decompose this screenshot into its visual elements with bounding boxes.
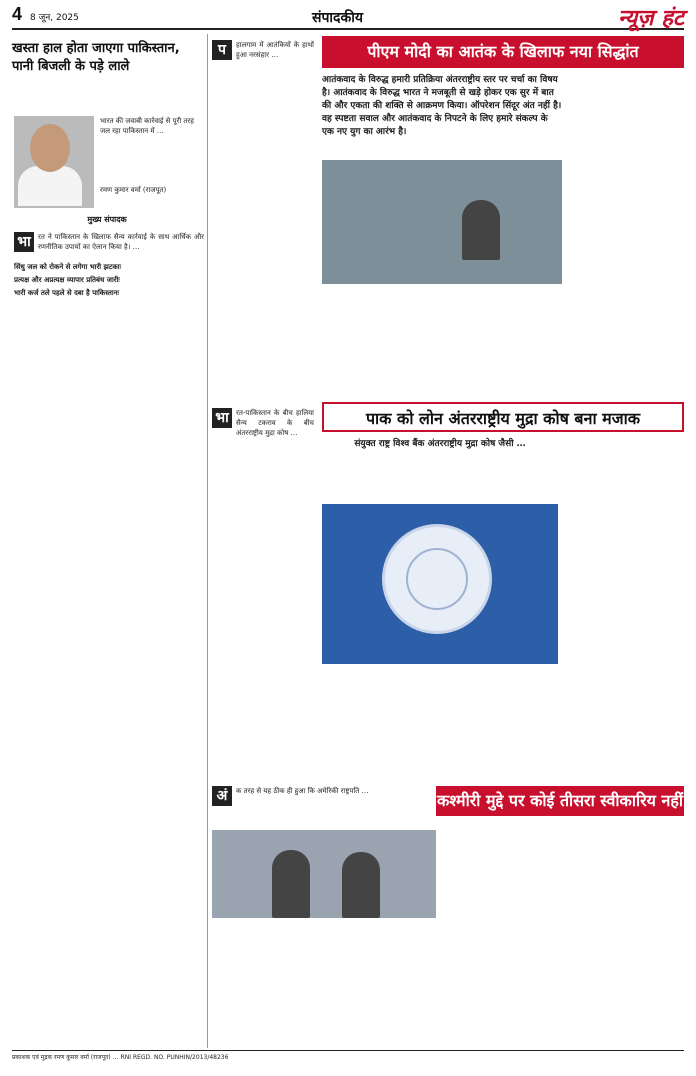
article1-photo (322, 160, 562, 284)
imprint-footer (12, 1050, 684, 1062)
section-title: संपादकीय (312, 10, 363, 26)
registration-number: RNI REGD. NO. PUNHIN/2013/48236 (120, 1054, 229, 1061)
imprint-text: प्रकाशक एवं मुद्रक रमण कुमार वर्मा (राजपूत) … (12, 1054, 119, 1061)
left-para: सिंधु जल को रोकने से लगेगा भारी झटकाः (14, 263, 121, 271)
author-photo (14, 116, 94, 208)
article1-dropcap: प (212, 40, 232, 60)
author-quote: भारत की जवाबी कार्रवाई से पूरी तरह जल रहा पाकिस्तान में … (100, 117, 194, 135)
article1-right-body (568, 74, 684, 400)
masthead (12, 4, 684, 30)
article3-photo (212, 830, 436, 918)
article3-side-body: क तरह से यह ठीक ही हुआ कि अमेरिकी राष्ट्रपति … (236, 787, 369, 795)
author-byline: रमण कुमार वर्मा (राजपूत) (100, 186, 167, 194)
imf-photo (322, 504, 558, 664)
left-body (14, 262, 204, 1042)
article1-standfirst: आतंकवाद के विरुद्ध हमारी प्रतिक्रिया अंतरराष्ट्रीय स्तर पर चर्चा का विषय है। आतंकवाद के विरुद्ध भारत ने मजबूती से खड़े होकर एक सुर में बात की और एकता की शक्ति से आक्रमण किया। ऑपरेशन सिंदूर अंत नहीं है। वह स्पष्टता सवाल और आतंकवाद के निपटने के लिए हमारे संकल्प के एक नए युग का आरंभ है। (322, 75, 562, 137)
article2-right-body (564, 438, 684, 778)
author-caption: मुख्य संपादक (87, 215, 127, 224)
article2-side-body: रत-पाकिस्तान के बीच हालिया सैन्य टकराव के बीच अंतरराष्ट्रीय मुद्रा कोष … (236, 409, 314, 437)
page-number: 4 (12, 4, 23, 24)
globe-icon (406, 548, 468, 610)
article1-headline: पीएम मोदी का आतंक के खिलाफ नया सिद्धांत (322, 36, 684, 68)
author-shirt (18, 166, 82, 206)
left-headline: खस्ता हाल होता जाएगा पाकिस्तान, पानी बिजली के पड़े लाले (12, 41, 180, 74)
left-para-2: प्रत्यक्ष और अप्रत्यक्ष व्यापार प्रतिबंध जारीः (14, 276, 120, 284)
article2-standfirst: संयुक्त राष्ट्र विश्व बैंक अंतरराष्ट्रीय मुद्रा कोष जैसी … (354, 439, 526, 449)
issue-date: 8 जून, 2025 (30, 13, 79, 23)
column-rule (207, 34, 208, 1048)
left-body-head: रत ने पाकिस्तान के खिलाफ सैन्य कार्रवाई के साथ आर्थिक और रणनीतिक उपायों का ऐलान किया है। … (38, 233, 204, 251)
article3-body (212, 922, 436, 1046)
figure-left (272, 850, 310, 918)
speaker-figure (462, 200, 500, 260)
author-face (30, 124, 70, 172)
left-dropcap: भा (14, 232, 34, 252)
article2-headline: पाक को लोन अंतरराष्ट्रीय मुद्रा कोष बना मजाक (322, 402, 684, 432)
article3-headline: कश्मीरी मुद्दे पर कोई तीसरा स्वीकारिय नहीं (436, 786, 684, 816)
article2-body (322, 668, 558, 778)
figure-right (342, 852, 380, 918)
left-para-3: भारी कर्ज तले पहले से दबा है पाकिस्तानः (14, 289, 119, 297)
article1-body (322, 290, 562, 400)
article3-dropcap: अं (212, 786, 232, 806)
article1-side-body: हालगाम में आतंकियों के हाथों हुआ नरसंहार … (236, 41, 314, 59)
article2-dropcap: भा (212, 408, 232, 428)
article3-right-body (440, 822, 684, 1046)
newspaper-logo: न्यूज़ हंट (617, 6, 684, 31)
